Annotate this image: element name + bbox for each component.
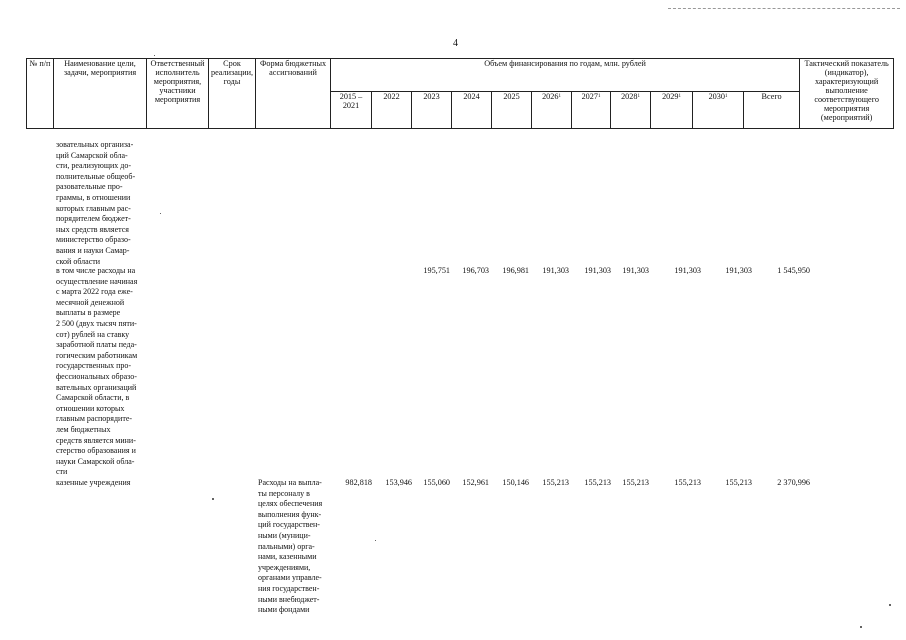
- year-header: 2027$^1$: [572, 92, 611, 129]
- year-header: 2025: [492, 92, 532, 129]
- col-header-form: Форма бюджетных ассигнований: [256, 59, 331, 129]
- row-name-payments: в том числе расходы на осуществление начиная с марта 2022 года еже- месячной денежной выплаты в размере 2 500 (двух тысяч пяти- сот) рублей на ставку заработной платы педа- гогическим работникам государственных про- фессиональных образо- вательных организаций Самарской области, в отношении которых главным распорядите- лем бюджетных средств является мини- стерство образования и науки Самарской обла- сти: [56, 266, 138, 477]
- year-header: 2028$^1$: [611, 92, 651, 129]
- value-cell: 1 545,950: [777, 266, 810, 275]
- value-cell: 191,303: [674, 266, 701, 275]
- year-header: 2026$^1$: [532, 92, 572, 129]
- value-cell: 153,946: [385, 478, 412, 487]
- value-cell: 191,303: [725, 266, 752, 275]
- budget-table: [26, 58, 894, 129]
- value-cell: 155,060: [423, 478, 450, 487]
- value-cell: 155,213: [542, 478, 569, 487]
- top-edge-line: [668, 8, 900, 9]
- value-cell: 155,213: [674, 478, 701, 487]
- year-header: 2024: [452, 92, 492, 129]
- row-name-continuation: зовательных организа- ций Самарской обла- сти, реализующих до- полнительные общеоб- разовательные про- граммы, в отношении которых главным рас- порядителем бюджет- ных средств является министерство образо- вания и науки Самар- ской области: [56, 140, 136, 266]
- value-cell: 191,303: [542, 266, 569, 275]
- scan-speck: [212, 498, 214, 500]
- year-header: 2015 – 2021: [331, 92, 372, 129]
- value-cell: 155,213: [725, 478, 752, 487]
- value-cell: 191,303: [584, 266, 611, 275]
- year-header: 2030$^1$: [693, 92, 744, 129]
- scan-speck: [160, 213, 161, 214]
- value-cell: 152,961: [462, 478, 489, 487]
- scan-speck: [860, 626, 862, 628]
- col-header-name: Наименование цели, задачи, мероприятия: [54, 59, 147, 129]
- value-cell: 196,703: [462, 266, 489, 275]
- value-cell: 150,146: [502, 478, 529, 487]
- row-name-treasury: казенные учреждения: [56, 478, 131, 487]
- value-cell: 982,818: [345, 478, 372, 487]
- year-header: Всего: [744, 92, 800, 129]
- row-form-staff-expenses: Расходы на выпла- ты персоналу в целях обеспечения выполнения функ- ций государствен- ными (муници- пальными) орга- нами, казенными учреждениями, органами управле- ния государствен- ными внебюджет- ными фондами: [258, 478, 323, 615]
- col-header-indicator: Тактический показатель (индикатор), характеризующий выполнение соответствующего мероприятия (мероприятий): [800, 59, 894, 129]
- value-cell: 155,213: [622, 478, 649, 487]
- year-header: 2023: [412, 92, 452, 129]
- value-cell: 2 370,996: [777, 478, 810, 487]
- scan-speck: [375, 540, 376, 541]
- scan-speck: [889, 604, 891, 606]
- col-header-volume: Объем финансирования по годам, млн. рублей: [331, 59, 800, 92]
- year-header: 2029$^1$: [651, 92, 693, 129]
- value-cell: 196,981: [502, 266, 529, 275]
- scan-speck: [154, 55, 155, 56]
- value-cell: 155,213: [584, 478, 611, 487]
- page-number: 4: [453, 38, 458, 49]
- col-header-responsible: Ответственный исполнитель мероприятия, участники мероприятия: [147, 59, 209, 129]
- value-cell: 195,751: [423, 266, 450, 275]
- value-cell: 191,303: [622, 266, 649, 275]
- col-header-term: Срок реализации, годы: [209, 59, 256, 129]
- year-header: 2022: [372, 92, 412, 129]
- col-header-num: № п/п: [27, 59, 54, 129]
